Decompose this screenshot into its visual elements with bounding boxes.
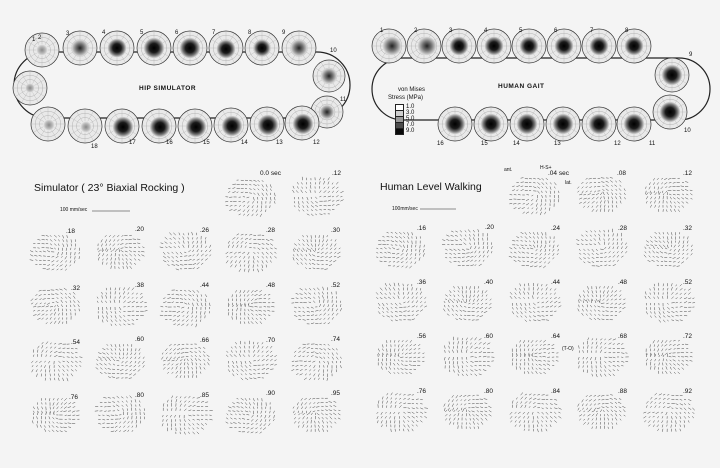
legend-level: 9.0: [406, 128, 415, 134]
simulator-time-label: .44: [200, 282, 210, 289]
velocity-field: [291, 344, 341, 381]
contour-circle: [178, 109, 212, 143]
contour-circle: [209, 31, 243, 65]
velocity-field: [510, 393, 562, 433]
simulator-time-label: .28: [266, 227, 276, 234]
velocity-field: [578, 338, 628, 378]
velocity-field: [443, 286, 491, 320]
simulator-time-label: .52: [331, 282, 341, 289]
annotation-toe-off: (T-O): [562, 346, 574, 352]
simulator-time-label: .74: [331, 336, 341, 343]
velocity-field: [444, 337, 494, 376]
velocity-field: [226, 234, 277, 273]
velocity-field: [97, 287, 147, 325]
contour-circle: [142, 109, 176, 143]
gait-number: 13: [554, 141, 561, 147]
simulator-scale-label: 100 mm/sec: [60, 207, 88, 213]
simulator-time-label: .85: [200, 392, 210, 399]
simulator-time-label: .60: [135, 336, 145, 343]
hip-number: 5: [140, 30, 144, 36]
walking-time-label: .08: [617, 170, 627, 177]
walking-time-label: .84: [551, 388, 561, 395]
velocity-field: [577, 178, 625, 212]
contour-circle: [214, 108, 248, 142]
gait-number: 5: [519, 28, 523, 34]
contour-circle: [313, 60, 345, 92]
velocity-field: [510, 283, 561, 322]
velocity-field: [376, 232, 424, 268]
velocity-field: [162, 396, 213, 435]
gait-number: 14: [513, 141, 520, 147]
velocity-field: [643, 393, 694, 432]
contour-circle: [31, 107, 65, 141]
contour-circle: [100, 31, 134, 65]
legend-level: 3.0: [406, 110, 415, 116]
velocity-field: [378, 340, 425, 374]
contour-circle: [372, 29, 406, 63]
contour-circle: [137, 31, 171, 65]
contour-circle: [546, 107, 580, 141]
velocity-field: [578, 395, 626, 429]
contour-circle: [245, 31, 279, 65]
velocity-field: [160, 290, 210, 327]
velocity-field: [95, 396, 145, 432]
walking-time-label: .48: [618, 279, 628, 286]
contour-circle: [68, 109, 102, 143]
gait-number: 3: [449, 28, 453, 34]
gait-number: 12: [614, 141, 621, 147]
velocity-field: [509, 178, 559, 215]
walking-time-label: .12: [683, 170, 693, 177]
hip-number: 13: [276, 140, 283, 146]
contour-circle: [477, 29, 511, 63]
gait-number: 7: [590, 28, 594, 34]
walking-time-label: .64: [551, 333, 561, 340]
contour-circle: [474, 107, 508, 141]
contour-circle: [173, 31, 207, 65]
contour-circle: [250, 107, 284, 141]
velocity-field: [291, 287, 341, 324]
simulator-time-label: .80: [135, 392, 145, 399]
hip-number: 10: [330, 48, 337, 54]
velocity-field: [32, 398, 79, 432]
velocity-field: [293, 235, 340, 269]
hip-number: 4: [102, 30, 106, 36]
simulator-time-label: .95: [331, 390, 341, 397]
gait-number: 16: [437, 141, 444, 147]
gait-number: 6: [554, 28, 558, 34]
walking-time-label: .56: [417, 333, 427, 340]
contour-circle: [512, 29, 546, 63]
hip-number: 18: [91, 144, 98, 150]
velocity-field: [512, 340, 558, 374]
contour-circle: [582, 107, 616, 141]
walking-time-label: .80: [484, 388, 494, 395]
annotation-anterior: ant.: [504, 167, 513, 173]
walking-time-label: .52: [683, 279, 693, 286]
hip-number: 3: [66, 31, 70, 37]
contour-circle: [438, 107, 472, 141]
simulator-time-label: .66: [200, 337, 210, 344]
walking-time-label: .68: [618, 333, 628, 340]
hip-number: 17: [129, 140, 136, 146]
legend-level: 7.0: [406, 122, 415, 128]
gait-number: 1: [380, 28, 384, 34]
hip-number: 14: [241, 140, 248, 146]
hip-number: 9: [282, 30, 286, 36]
gait-number: 9: [689, 52, 693, 58]
simulator-title: Simulator ( 23° Biaxial Rocking ): [34, 182, 185, 194]
gait-number: 8: [625, 28, 629, 34]
hip-number: 15: [203, 140, 210, 146]
velocity-field: [645, 178, 692, 212]
velocity-field: [576, 229, 627, 267]
gait-number: 11: [649, 141, 656, 147]
simulator-time-label: .70: [266, 337, 276, 344]
velocity-field: [98, 235, 145, 269]
velocity-field: [161, 344, 209, 378]
contour-circle: [653, 95, 687, 129]
walking-time-label: .72: [683, 333, 693, 340]
contour-panels: [13, 29, 710, 143]
velocity-field: [377, 393, 428, 432]
velocity-field: [646, 340, 692, 374]
contour-circle: [582, 29, 616, 63]
hip-number: 11: [340, 97, 347, 103]
walking-time-label: .20: [485, 224, 495, 231]
contour-circle: [442, 29, 476, 63]
hip-simulator-title: HIP SIMULATOR: [139, 85, 197, 92]
simulator-time-label: .30: [331, 227, 341, 234]
simulator-time-label: .12: [332, 170, 342, 177]
velocity-field: [293, 398, 340, 432]
contour-circle: [407, 29, 441, 63]
contour-circle: [547, 29, 581, 63]
gait-number: 2: [414, 28, 418, 34]
walking-time-label: .60: [484, 333, 494, 340]
simulator-time-label: .90: [266, 390, 276, 397]
contour-circle: [13, 71, 47, 105]
contour-circle: [510, 107, 544, 141]
velocity-field: [226, 341, 277, 380]
simulator-time-label: .48: [266, 282, 276, 289]
velocity-field: [509, 232, 559, 268]
velocity-field: [160, 232, 211, 270]
velocity-field: [292, 177, 343, 216]
contour-circle: [282, 31, 316, 65]
simulator-time-label: .18: [66, 228, 76, 235]
simulator-time-label: .76: [69, 394, 79, 401]
velocity-field: [30, 235, 80, 270]
velocity-field: [442, 229, 492, 266]
hip-number: 6: [175, 30, 179, 36]
velocity-field: [31, 285, 81, 324]
walking-time-label: .28: [618, 225, 628, 232]
legend-level: 5.0: [406, 116, 415, 122]
velocity-field: [376, 283, 427, 321]
contour-circle: [25, 33, 59, 67]
annotation-heel-strike: H-S+: [540, 165, 552, 171]
gait-number: 4: [484, 28, 488, 34]
velocity-field: [31, 339, 82, 382]
walking-time-label: .24: [551, 225, 561, 232]
velocity-field-grid: [30, 177, 695, 435]
simulator-time-label: .32: [71, 285, 81, 292]
velocity-field: [228, 290, 274, 324]
walking-time-label: .92: [683, 388, 693, 395]
hip-number: 8: [248, 30, 252, 36]
simulator-time-label: .38: [135, 282, 145, 289]
walking-time-label: .88: [618, 388, 628, 395]
contour-circle: [285, 106, 319, 140]
simulator-time-label: .54: [71, 339, 81, 346]
hip-number: 1: [32, 37, 36, 43]
walking-time-label: .16: [417, 225, 427, 232]
velocity-field: [644, 232, 692, 266]
hip-number: 2: [38, 35, 42, 41]
velocity-field: [225, 180, 275, 217]
hip-number: 7: [212, 30, 216, 36]
velocity-field: [226, 398, 275, 433]
gait-number: 15: [481, 141, 488, 147]
velocity-field: [444, 395, 492, 429]
annotation-lateral: lat.: [565, 180, 572, 186]
human-gait-title: HUMAN GAIT: [498, 83, 545, 90]
velocity-field: [578, 286, 626, 320]
simulator-time-label: .20: [135, 226, 145, 233]
velocity-field: [96, 344, 145, 378]
contour-circle: [105, 109, 139, 143]
simulator-time-label: 0.0 sec: [260, 170, 281, 177]
simulator-time-label: .26: [200, 227, 210, 234]
gait-number: 10: [684, 128, 691, 134]
hip-number: 16: [166, 140, 173, 146]
contour-circle: [617, 107, 651, 141]
walking-scale-label: 100mm/sec: [392, 206, 418, 212]
walking-time-label: .04 sec: [548, 170, 569, 177]
velocity-field: [645, 283, 695, 323]
contour-circle: [655, 58, 689, 92]
legend-swatch: [395, 128, 404, 135]
hip-number: 12: [313, 140, 320, 146]
legend-title: von Mises: [398, 87, 426, 93]
walking-time-label: .40: [484, 279, 494, 286]
contour-circle: [617, 29, 651, 63]
legend-level: 1.0: [406, 104, 415, 110]
walking-time-label: .36: [417, 279, 427, 286]
walking-time-label: .76: [417, 388, 427, 395]
walking-title: Human Level Walking: [380, 181, 482, 193]
legend-subtitle: Stress (MPa): [388, 95, 424, 101]
walking-time-label: .32: [683, 225, 693, 232]
walking-time-label: .44: [551, 279, 561, 286]
